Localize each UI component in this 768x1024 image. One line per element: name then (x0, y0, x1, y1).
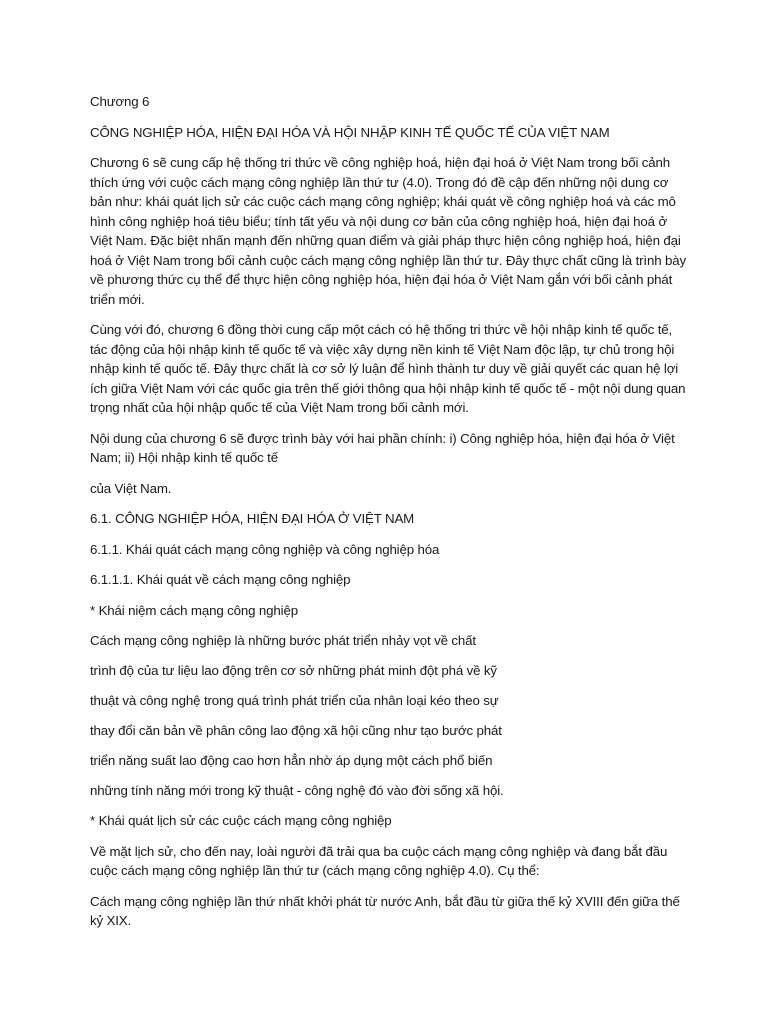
definition-line: thay đổi căn bản về phân công lao động xã hội cũng như tạo bước phát (90, 723, 502, 738)
first-revolution-paragraph: Cách mạng công nghiệp lần thứ nhất khởi phát từ nước Anh, bắt đầu từ giữa thế kỷ XVIII đến giữa thế kỷ XIX. (90, 893, 680, 928)
integration-paragraph: Cùng với đó, chương 6 đồng thời cung cấp một cách có hệ thống tri thức về hội nhập kinh tế quốc tế, tác động của hội nhập kinh tế quốc tế và việc xây dựng nền kinh tế Việt Nam độc lập, tự chủ trong hội nhập kinh tế quốc tế. Đây thực chất là cơ sở lý luận để hình thành tư duy về giải quyết các quan hệ lợi ích giữa Việt Nam với các quốc gia trên thế giới thông qua hội nhập kinh tế quốc tế - một nội dung quan trọng nhất của hội nhập quốc tế của Việt Nam trong bối cảnh mới. (90, 322, 686, 415)
chapter-label: Chương 6 (90, 94, 150, 109)
chapter-title: CÔNG NGHIỆP HÓA, HIỆN ĐẠI HÓA VÀ HỘI NHẬP KINH TẾ QUỐC TẾ CỦA VIỆT NAM (90, 124, 610, 140)
definition-line: thuật và công nghệ trong quá trình phát triển của nhân loại kéo theo sự (90, 693, 499, 708)
history-paragraph: Về mặt lịch sử, cho đến nay, loài người đã trải qua ba cuộc cách mạng công nghiệp và đang bắt đầu cuộc cách mạng công nghiệp lần thứ tư (cách mạng công nghiệp 4.0). Cụ thể: (90, 843, 668, 878)
bullet-heading-concept: * Khái niệm cách mạng công nghiệp (90, 602, 298, 618)
content-outline-continuation: của Việt Nam. (90, 480, 172, 496)
definition-line: những tính năng mới trong kỹ thuật - công nghệ đó vào đời sống xã hội. (90, 783, 504, 798)
definition-line: Cách mạng công nghiệp là những bước phát triển nhảy vọt về chất (90, 633, 476, 648)
definition-line: trình độ của tư liệu lao động trên cơ sở những phát minh đột phá về kỹ (90, 663, 497, 678)
bullet-heading-history: * Khái quát lịch sử các cuộc cách mạng công nghiệp (90, 813, 392, 828)
document-body (90, 92, 690, 942)
section-heading-6-1-1-1: 6.1.1.1. Khái quát về cách mạng công nghiệp (90, 572, 351, 587)
section-heading-6-1-1: 6.1.1. Khái quát cách mạng công nghiệp và công nghiệp hóa (90, 541, 440, 557)
section-heading-6-1: 6.1. CÔNG NGHIỆP HÓA, HIỆN ĐẠI HÓA Ở VIỆT NAM (90, 511, 415, 526)
content-outline-paragraph: Nội dung của chương 6 sẽ được trình bày với hai phần chính: i) Công nghiệp hóa, hiện đại hóa ở Việt Nam; ii) Hội nhập kinh tế quốc tế (90, 430, 675, 465)
definition-line: triển năng suất lao động cao hơn hẳn nhờ áp dụng một cách phổ biến (90, 753, 493, 768)
intro-paragraph: Chương 6 sẽ cung cấp hệ thống tri thức về công nghiệp hoá, hiện đại hoá ở Việt Nam trong bối cảnh thích ứng với cuộc cách mạng công nghiệp lần thứ tư (4.0). Trong đó đề cập đến những nội dung cơ bản như: khái quát lịch sử các cuộc cách mạng công nghiệp; khái quát về công nghiệp hoá và các mô hình công nghiệp hoá tiêu biểu; tính tất yếu và nội dung cơ bản của công nghiệp hoá, hiện đại hoá ở Việt Nam. Đặc biệt nhấn mạnh đến những quan điểm và giải pháp thực hiện công nghiệp hoá, hiện đại hoá ở Việt Nam trong bối cảnh cuộc cách mạng công nghiệp lần thứ tư. Đây thực chất cũng là trình bày về phương thức cụ thể để thực hiện công nghiệp hóa, hiện đại hóa ở Việt Nam gắn với bối cảnh phát triển mới. (90, 155, 686, 307)
